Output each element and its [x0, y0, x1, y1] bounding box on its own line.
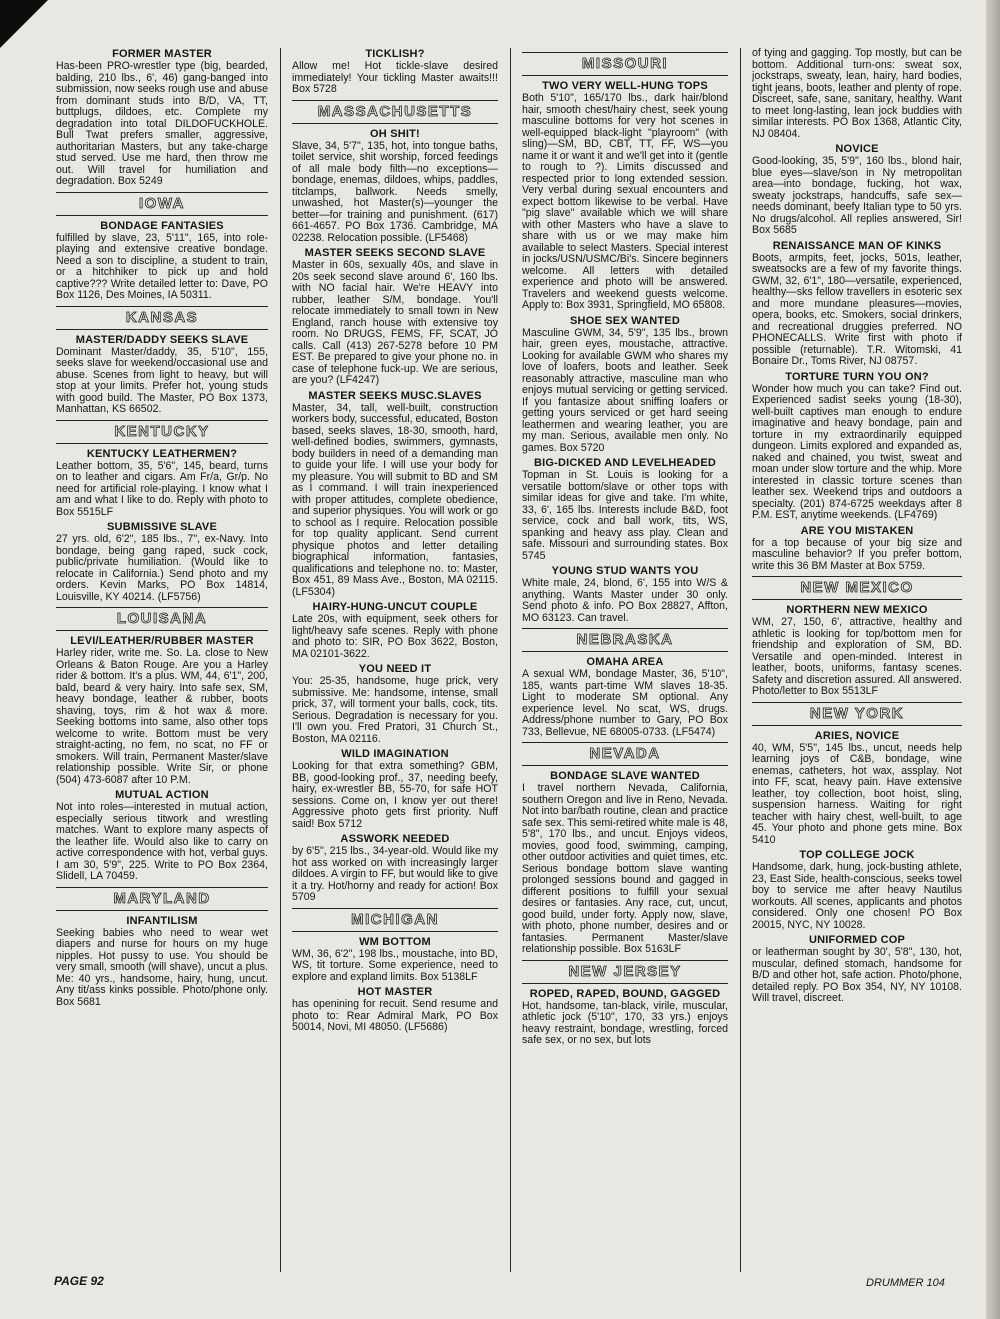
page-spine: [986, 0, 1000, 1319]
state-heading: [522, 960, 728, 984]
classified-ad: [752, 525, 962, 573]
ad-title: NOVICE: [835, 143, 879, 155]
ad-title: ROPED, RAPED, BOUND, GAGGED: [529, 987, 721, 1000]
ad-body: 40, WM, 5'5", 145 lbs., uncut, needs help learning joys of C&B, bondage, wine enemas, catheters, hot wax, assplay. Not into FF, scat, heavy pain. Have extensive leather, toy collection, boot hoist, sling, suspension harness. Waiting for right teacher with hairy chest, well-built, to age 45. Your photo and phone gets mine. Box 5410: [752, 741, 962, 846]
ad-body: Topman in St. Louis is looking for a versatile bottom/slave or other tops with similar ideas for give and take. I'm white, 33, 6', 165 lbs. Interests include B&D, foot service, cock and ball work, tits, WS, spanking and heavy ass play. Clean and safe. Missouri and surrounding states. Box 5745: [522, 469, 728, 562]
classified-ad: [56, 915, 268, 1009]
corner-tab: [0, 0, 48, 48]
state-heading: [292, 908, 498, 932]
ad-title: UNIFORMED COP: [808, 934, 906, 946]
state-heading-label: KENTUCKY: [114, 422, 210, 440]
state-heading: [56, 607, 268, 631]
ad-title: OMAHA AREA: [586, 656, 664, 668]
ad-title: MASTER SEEKS SECOND SLAVE: [304, 247, 486, 259]
ad-body: A sexual WM, bondage Master, 36, 5'10", 185, wants part-time WM slaves 18-35. Light to moderate SM optional. Any experience level. No scat, WS, drugs. Address/phone number to Gary, PO Box 733, Bellevue, NE 68005-0733. (LF5474): [522, 668, 728, 738]
ad-body: Masculine GWM, 34, 5'9", 135 lbs., brown hair, green eyes, moustache, attractive. Looking for available GWM who shares my love of loafers, boots and leather. Seek reasonably attractive, masculine man who enjoys mutual servicing or getting serviced. If you fantasize about sniffing loafers or getting yours serviced or get hard seeing leathermen and wearing leather, you are my man. Serious, available men only. No games. Box 5720: [522, 326, 728, 454]
classified-ad: [292, 986, 498, 1034]
ad-title: INFANTILISM: [126, 914, 198, 927]
ad-body: has openining for recuit. Send resume and photo to: Rear Admiral Mark, PO Box 50014, Novi, MI 48050. (LF5686): [292, 998, 498, 1033]
ad-body: Not into roles—interested in mutual action, especially serious titwork and wrestling matches. Want to explore many aspects of the leather life. Would also like to carry on active correspondence with hot, verbal guys. I am 30, 5'9", 225. Write to PO Box 2364, Slidell, LA 70459.: [56, 801, 268, 882]
ad-body: Master in 60s, sexually 40s, and slave in 20s seek second slave around 6', 160 lbs. with NO facial hair. We're HEAVY into rubber, leather S/M, bondage. You'll relocate immediately to small town in New England, ranch house with extensive toy room. No DRUGS, FEMS, FF, SCAT, JO calls. Call (413) 267-5278 before 10 PM EST. Be prepared to give your phone no. in case of telephone fuck-up. We are serious, are you? (LF4247): [292, 259, 498, 386]
ad-title: TWO VERY WELL-HUNG TOPS: [542, 80, 708, 92]
state-heading-label: NEW MEXICO: [800, 579, 914, 596]
ad-body: Leather bottom, 35, 5'6", 145, beard, turns on to leather and cigars. Am Fr/a, Gr/p. No need for artificial role-playing. I know what I am and what I like to do. Reply with photo to Box 5515LF: [56, 459, 268, 518]
ad-title: ARIES, NOVICE: [814, 729, 900, 742]
ad-body: WM, 36, 6'2", 198 lbs., moustache, into BD, WS, tit torture. Some experience, need to explore and expland limits. Box 5138LF: [292, 947, 498, 983]
ad-title: TICKLISH?: [365, 48, 425, 60]
classified-ad: [752, 240, 962, 368]
classified-ad: [752, 371, 962, 522]
ad-title: ARE YOU MISTAKEN: [800, 524, 914, 537]
ad-body: Boots, armpits, feet, jocks, 501s, leather, sweatsocks are a few of my favorite things. GWM, 32, 6'1", 180—versatile, experienced, healthy—sks fellow travellers in esoteric sex and more mundane pleasures—movies, opera, books, etc. Smokers, social drinkers, and recreational druggies preferred. NO PHONECALLS. Write first with photo if possible (returnable). T.R. Witomski, 41 Bonaire Dr., Toms River, NJ 08757.: [752, 251, 962, 367]
column-1: [56, 48, 268, 1272]
classified-ad: [56, 521, 268, 603]
state-heading-label: KANSAS: [125, 308, 199, 326]
ad-title: HAIRY-HUNG-UNCUT COUPLE: [312, 601, 478, 613]
classified-ad: [292, 128, 498, 245]
state-heading-label: MISSOURI: [581, 55, 669, 72]
state-heading-label: MASSACHUSETTS: [317, 102, 473, 120]
classified-ad: [522, 656, 728, 738]
ad-title: LEVI/LEATHER/RUBBER MASTER: [70, 635, 254, 647]
ad-body: Seeking babies who need to wear wet diapers and nurse for hours on my huge nipples. Hot pussy to use. You should be very small, smooth (will shave), uncut a plus. Me: 40 yrs., handsome, hairy, hung, uncut. Any tit/ass kinks possible. Photo/phone only. Box 5681: [56, 926, 268, 1008]
ad-body: Slave, 34, 5'7", 135, hot, into tongue baths, toilet service, shit worship, forced feedings of all male body filth—no exceptions—bondage, enemas, dildoes, whips, paddles, titclamps, ballwork. Needs smelly, unwashed, hot Master(s)—younger the better—for training and punishment. (617) 661-4657. PO Box 1736. Cambridge, MA 02238. Relocation possible. (LF5468): [292, 139, 498, 244]
state-heading-label: MARYLAND: [113, 889, 211, 907]
classified-ad: [56, 220, 268, 302]
ad-title: SUBMISSIVE SLAVE: [107, 521, 217, 533]
ad-body: Looking for that extra something? GBM, BB, good-looking prof., 37, needing beefy, hairy, ex-wrestler BB, 55-70, for safe HOT sessions. Come on, I know yer out there! Aggressive photo gets first priority. Nuff said! Box 5712: [292, 760, 498, 830]
ad-title: KENTUCKY LEATHERMEN?: [86, 447, 238, 460]
classified-ad: [752, 48, 962, 140]
magazine-issue: DRUMMER 104: [866, 1277, 945, 1289]
ad-title: NORTHERN NEW MEXICO: [786, 604, 928, 616]
page-number: PAGE 92: [54, 1274, 104, 1288]
classified-ad: [522, 770, 728, 956]
ad-body: White male, 24, blond, 6', 155 into W/S & anything. Wants Master under 30 only. Send photo & info. PO Box 28827, Affton, MO 63123. Can travel.: [522, 577, 728, 624]
ad-body: You: 25-35, handsome, huge prick, very submissive. Me: handsome, intense, small prick, 37, will torment your balls, cock, tits. Serious. Degradation is necessary for you. I'll own you. Fred Pratori, 31 Church St., Boston, MA 02116.: [292, 675, 498, 745]
column-4: [752, 48, 962, 1272]
classified-ad: [292, 48, 498, 96]
classified-ad: [292, 663, 498, 745]
ad-title: TORTURE TURN YOU ON?: [785, 370, 929, 383]
classified-ad: [56, 635, 268, 786]
classified-ad: [752, 730, 962, 847]
classified-ad: [56, 334, 268, 416]
state-heading-label: NEW JERSEY: [568, 962, 682, 980]
ad-body: for a top because of your big size and masculine behavior? If you prefer bottom, write this 36 BM Master at Box 5759.: [752, 536, 962, 572]
classified-ad: [56, 448, 268, 519]
ad-title: WILD IMAGINATION: [341, 748, 449, 760]
ad-title: BONDAGE SLAVE WANTED: [550, 770, 700, 782]
ad-title: OH SHIT!: [370, 127, 420, 140]
column-rule: [280, 48, 281, 1272]
classified-ad: [292, 833, 498, 904]
ad-body: 27 yrs. old, 6'2", 185 lbs., 7", ex-Navy. Into bondage, being gang raped, suck cock, public/private humiliation. (Would like to relocate in California.) Send photo and my orders. Kevin Marks, PO Box 14814, Louisville, KY 40214. (LF5756): [56, 533, 268, 603]
state-heading: [522, 52, 728, 76]
ad-body: Dominant Master/daddy, 35, 5'10", 155, seeks slave for weekend/occasional use and abuse. Scenes from light to heavy, but will stop at your limits. Prefer hot, young studs with good build. The Master, PO Box 1373, Manhattan, KS 66502.: [56, 345, 268, 415]
ad-body: WM, 27, 150, 6', attractive, healthy and athletic is looking for top/bottom men for friendship and exploration of SM, BD. Versatile and open-minded. Interest in leather, boots, uniforms, fantasy scenes. Safety and discretion assured. All answered. Photo/letter to Box 5513LF: [752, 616, 962, 697]
state-heading: [752, 576, 962, 600]
classified-ad: [292, 601, 498, 660]
ad-body: Hot, handsome, tan-black, virile, muscular, athletic jock (5'10", 170, 33 yrs.) enjoys heavy restraint, bondage, wrestling, forced safe sex, or no sex, but lots: [522, 999, 728, 1046]
column-2: [292, 48, 498, 1272]
ad-title: MASTER/DADDY SEEKS SLAVE: [75, 333, 249, 346]
classified-ad: [752, 934, 962, 1005]
ad-body: or leatherman sought by 30', 5'8", 130, hot, muscular, defined stomach, handsome for B/D and other hot, safe action. Photo/phone, detailed reply. PO Box 354, NY, NY 10108. Will travel, discreet.: [752, 946, 962, 1004]
ad-title: BIG-DICKED AND LEVELHEADED: [533, 457, 717, 469]
ad-body: Good-looking, 35, 5'9", 160 lbs., blond hair, blue eyes—slave/son in Ny metropolitan area—into bondage, fucking, hot wax, sweaty jockstraps, handcuffs, safe sex—needs dominant, beefy Italian type to 50 yrs. No drugs/alcohol. All replies answered, Sir! Box 5685: [752, 155, 962, 236]
classified-ad: [56, 789, 268, 883]
ad-title: BONDAGE FANTASIES: [100, 219, 224, 232]
ad-body: Harley rider, write me. So. La. close to New Orleans & Baton Rouge. Are you a Harley rider & bottom. It's a plus. WM, 44, 6'1", 200, bald, beard & very hairy. Into safe sex, SM, heavy bondage, leather & rubber, boots shaving, toys, rim & hot wax & more. Seeking bottoms into same, also other tops welcome to write. Bottom must be very straight-acting, no fem, no scat, no FF or smokers. Will train, Permanent Master/slave relationship possible. Write Sir, or phone (504) 473-6087 after 10 P.M.: [56, 647, 268, 786]
ad-title: HOT MASTER: [357, 986, 433, 998]
classified-ad: [292, 247, 498, 387]
state-heading: [56, 306, 268, 330]
state-heading-label: MICHIGAN: [351, 910, 439, 928]
column-rule: [510, 48, 511, 1272]
classified-page: [52, 48, 964, 1272]
ad-body: fulfilled by slave, 23, 5'11", 165, into role-playing and extensive creative bondage. Need a son to discipline, a student to train, or a hitchhiker to pick up and hold captive??? Write detailed letter to: Dave, PO Box 1126, Des Moines, IA 50311.: [56, 231, 268, 301]
column-rule: [740, 48, 741, 1272]
ad-title: YOU NEED IT: [358, 663, 432, 675]
classified-ad: [752, 143, 962, 237]
state-heading-label: LOUISANA: [116, 610, 208, 627]
classified-ad: [522, 988, 728, 1047]
state-heading: [522, 628, 728, 652]
state-heading: [56, 192, 268, 216]
ad-title: FORMER MASTER: [112, 48, 212, 60]
state-heading: [522, 742, 728, 766]
classified-ad: [292, 936, 498, 984]
ad-body: Has-been PRO-wrestler type (big, bearded, balding, 210 lbs., 6', 46) gang-banged into submission, now seeks rough use and abuse from dominant studs into B/D, VA, TT, buttplugs, dildoes, etc. Complete my degradation into total DILDOFUCKHOLE. Bull Twat prefers smaller, aggressive, authoritarian Masters, but any take-charge stud served. Use me hard, then throw me out. Will travel for humiliation and degradation. Box 5249: [56, 60, 268, 187]
classified-ad: [752, 604, 962, 698]
classified-ad: [522, 457, 728, 562]
ad-title: ASSWORK NEEDED: [340, 833, 450, 845]
state-heading-label: NEVADA: [589, 745, 661, 762]
classified-ad: [522, 565, 728, 624]
state-heading: [56, 420, 268, 444]
ad-body: Master, 34, tall, well-built, construction workers body, successful, educated, Boston based, seeks slaves, 18-30, smooth, hard, well-defined bodies, swimmers, gymnasts, body builders in need of a demanding man to guide your life. I will use your body for my pleasure. You will submit to BD and SM as I command. I will train inexperienced with proper attitudes, complete obedience, and superior physiques. You will work or go to school as I require. Relocation possible for top quality applicant. Send current physique photos and letter detailing biographical information, fantasies, qualifications and telephone no. to: Master, Box 451, 89 Mass Ave., Boston, MA 02115. (LF5304): [292, 401, 498, 598]
ad-body: Both 5'10", 165/170 lbs., dark hair/blond hair, smooth chest/hairy chest, seek young masculine bottoms for very hot scenes in well-equipped black-light "playroom" (with sling)—SM, BD, CBT, TT, FF, WS—you name it or want it and we'll get into it (gentle to rough to ?). Limits discussed and respected prior to long extended session. Very verbal during sexual encounters and expect bottom likewise to be verbal. Have "pig slave" available which we will share with other Masters who have a slave to share with us or we may make him available to select Masters. Special interest in jocks/USN/USMC/Bi's. Sincere beginners welcome. All letters with detailed experience and photo will be answered. Travelers and weekend guests welcome. Apply to: Box 3931, Springfield, MO 65808.: [522, 92, 728, 311]
state-heading: [56, 887, 268, 911]
classified-ad: [752, 849, 962, 931]
ad-body: of tying and gagging. Top mostly, but can be bottom. Additional turn-ons: sweat sox, jockstraps, sweaty, lean, hairy, hard bodies, tight jeans, boots, leather and plenty of rope. Discreet, safe, sane, sanitary, healthy. Want to meet long-lasting, lean jock buddies with similar interests. PO Box 1368, Atlantic City, NJ 08404.: [752, 48, 962, 140]
state-heading-label: NEBRASKA: [576, 631, 674, 648]
ad-title: MUTUAL ACTION: [115, 789, 209, 801]
ad-title: SHOE SEX WANTED: [570, 314, 680, 327]
ad-body: I travel northern Nevada, California, southern Oregon and live in Reno, Nevada. Not into bar/bath routine, clean and practice safe sex. This semi-retired white male is 48, 5'8", 170 lbs., and uncut. Enjoys videos, movies, good food, swimming, camping, other outdoor activities and quiet times, etc. Serious bondage bottom slave wanting prolonged sessions bound and gagged in different positions to fulfill your sexual desires or fantasies. Any race, cut, uncut, good build, under forty. Apply now, slave, with photo, phone number, desires and or fantasies. Permanent Master/slave relationship possible. Box 5163LF: [522, 782, 728, 955]
classified-ad: [292, 748, 498, 830]
ad-body: Allow me! Hot tickle-slave desired immediately! Your tickling Master awaits!!! Box 5728: [292, 60, 498, 95]
ad-title: RENAISSANCE MAN OF KINKS: [772, 239, 942, 252]
classified-ad: [292, 390, 498, 599]
ad-title: WM BOTTOM: [359, 935, 431, 948]
classified-ad: [522, 315, 728, 455]
state-heading-label: NEW YORK: [809, 704, 905, 722]
classified-ad: [522, 80, 728, 312]
column-3: [522, 48, 728, 1272]
ad-title: YOUNG STUD WANTS YOU: [551, 565, 699, 577]
state-heading-label: IOWA: [139, 194, 185, 212]
state-heading: [752, 702, 962, 726]
state-heading: [292, 100, 498, 124]
classified-ad: [56, 48, 268, 188]
ad-body: by 6'5", 215 lbs., 34-year-old. Would like my hot ass worked on with increasingly larger dildoes. A virgin to FF, but would like to give it a try. Hot/horny and ready for action! Box 5709: [292, 845, 498, 903]
ad-body: Wonder how much you can take? Find out. Experienced sadist seeks young (18-30), well-built captives man enough to endure imaginative and heavy bondage, pain and torture in my extraordinarily equipped dungeon. Limits explored and expanded as, naked and chained, you twist, sweat and moan under slow torture and the whip. More interested in classic torture scenes than leather sex. Weekend trips and outdoors a specialty. (201) 874-6725 weekdays after 8 P.M. EST, anytime weekends. (LF4769): [752, 382, 962, 521]
ad-body: Handsome, dark, hung, jock-busting athlete, 23, East Side, health-conscious, seeks towel boy to service me after heavy Nautilus workouts. All scenes, applicants and photos considered. Only one chosen! PO Box 20015, NYC, NY 10028.: [752, 861, 962, 931]
ad-title: TOP COLLEGE JOCK: [799, 849, 915, 861]
ad-title: MASTER SEEKS MUSC.SLAVES: [308, 389, 482, 402]
ad-body: Late 20s, with equipment, seek others for light/heavy safe scenes. Reply with phone and photo to: SIR, PO Box 3622, Boston, MA 02101-3622.: [292, 613, 498, 660]
